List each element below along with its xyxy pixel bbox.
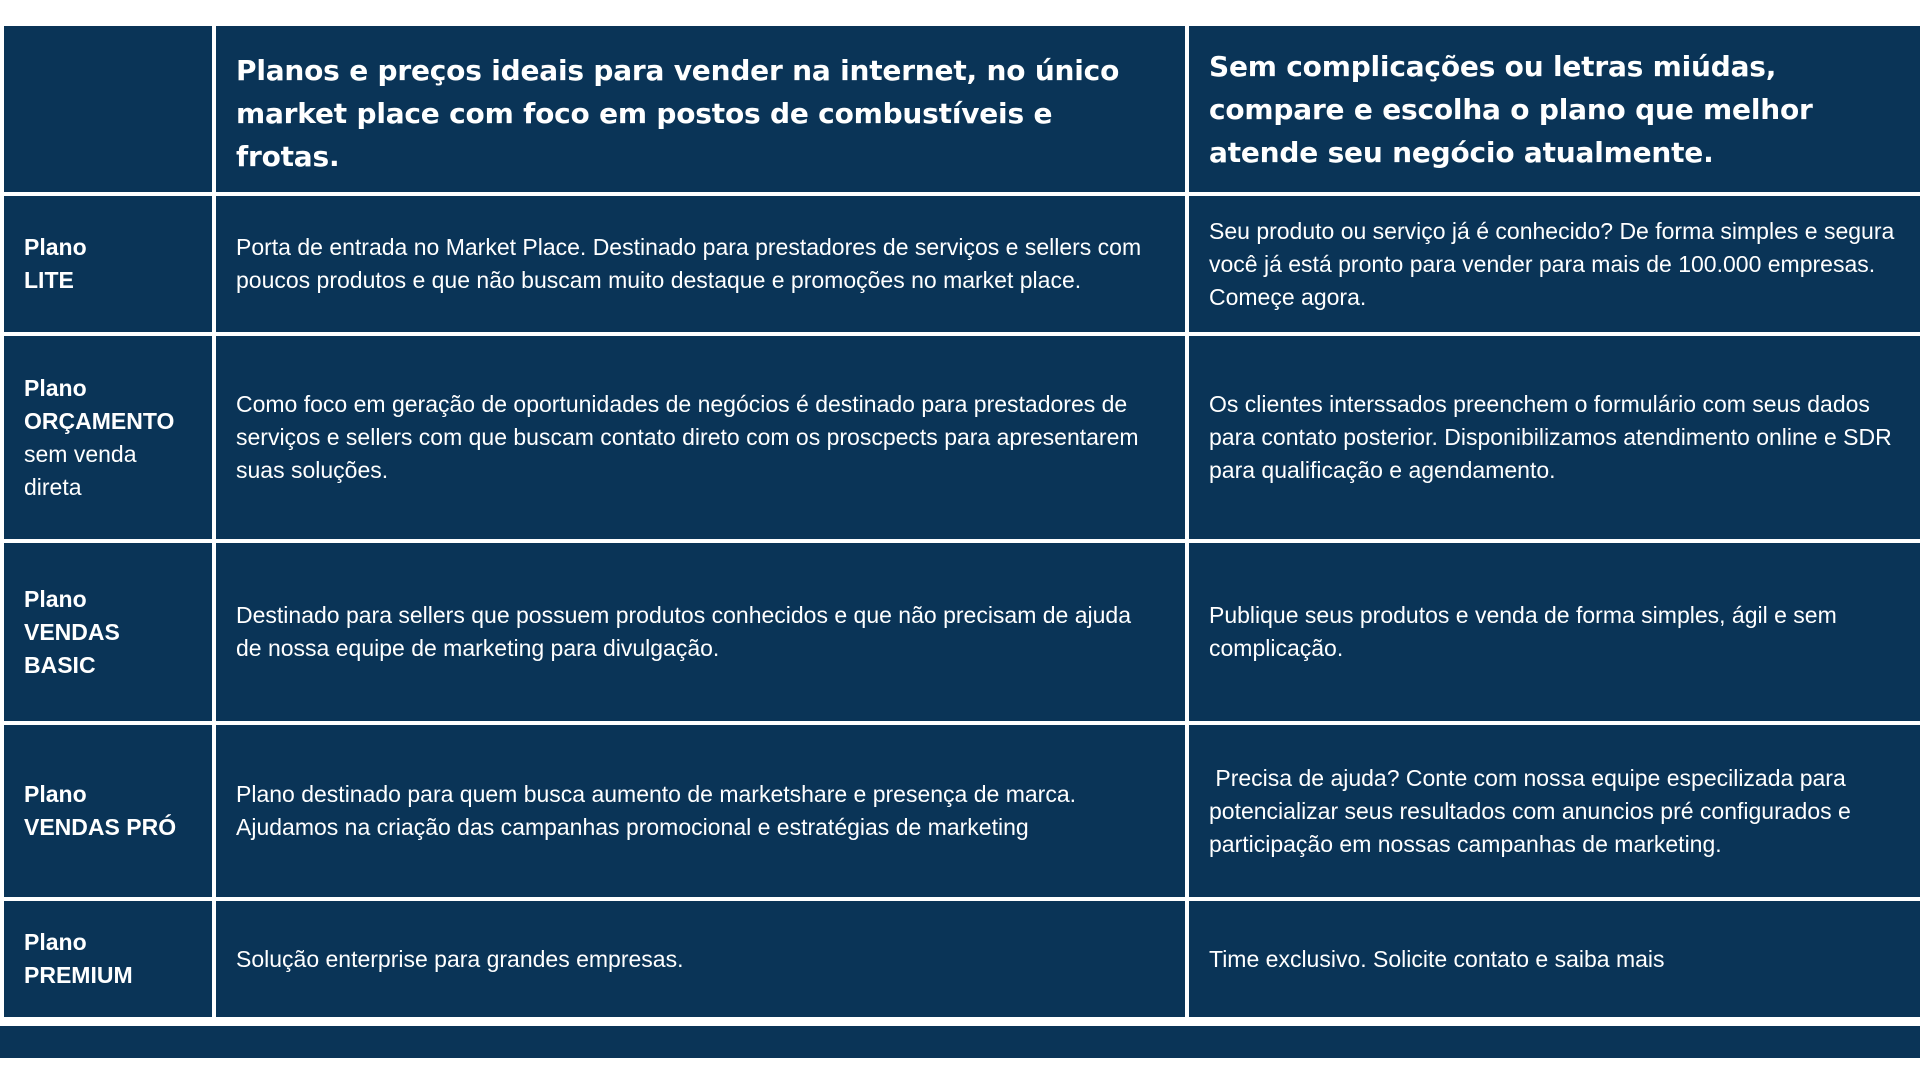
- plan-label-line: direta: [24, 473, 82, 500]
- header-description-title: Planos e preços ideais para vender na internet, no único market place com foco em postos de combustíveis e frotas.: [236, 53, 1120, 173]
- plan-label-cell-lite: [4, 196, 212, 332]
- plan-benefit-cell-premium: [1189, 901, 1920, 1017]
- plan-description-vendas-basic: Destinado para sellers que possuem produtos conhecidos e que não precisam de ajuda de nossa equipe de marketing para divulgação.: [236, 602, 1132, 661]
- plan-label-line: Plano: [24, 374, 87, 401]
- plan-label-premium: [24, 926, 212, 992]
- plan-description-lite: Porta de entrada no Market Place. Destinado para prestadores de serviços e sellers com poucos produtos e que não buscam muito destaque e promoções no market place.: [236, 234, 1142, 293]
- plan-description-cell-orcamento: [216, 336, 1185, 539]
- plan-benefit-orcamento: Os clientes interssados preenchem o formulário com seus dados para contato posterior. Disponibilizamos atendimento online e SDR para qualificação e agendamento.: [1209, 391, 1892, 483]
- plan-label-line: LITE: [24, 267, 74, 293]
- plan-label-vendas-basic: [24, 583, 212, 682]
- plan-label-line: sem venda: [24, 440, 137, 467]
- plan-label-cell-vendas-pro: [4, 725, 212, 897]
- plan-description-cell-lite: [216, 196, 1185, 332]
- plan-benefit-lite: Seu produto ou serviço já é conhecido? De forma simples e segura você já está pronto para vender para mais de 100.000 empresas. Começe agora.: [1209, 217, 1895, 310]
- plan-label-line: VENDAS: [24, 618, 120, 645]
- plan-label-cell-orcamento: [4, 336, 212, 539]
- plan-description-cell-vendas-basic: [216, 543, 1185, 721]
- plan-benefit-cell-orcamento: [1189, 336, 1920, 539]
- footer-bar: [0, 1026, 1920, 1058]
- plan-description-cell-premium: [216, 901, 1185, 1017]
- plan-label-vendas-pro: [24, 778, 212, 844]
- plan-label-cell-vendas-basic: [4, 543, 212, 721]
- plan-label-cell-premium: [4, 901, 212, 1017]
- header-benefit-cell: [1189, 26, 1920, 192]
- plan-description-orcamento: Como foco em geração de oportunidades de negócios é destinado para prestadores de serviços e sellers com que buscam contato direto com os proscpects para apresentarem suas soluções.: [236, 391, 1139, 483]
- header-description-cell: [216, 26, 1185, 192]
- plan-benefit-cell-vendas-pro: [1189, 725, 1920, 897]
- plan-benefit-cell-lite: [1189, 196, 1920, 332]
- plan-benefit-vendas-pro: Precisa de ajuda? Conte com nossa equipe especilizada para potencializar seus resultados com anuncios pré configurados e participação em nossas campanhas de marketing.: [1209, 764, 1858, 857]
- plan-benefit-vendas-basic: Publique seus produtos e venda de forma simples, ágil e sem complicação.: [1209, 602, 1837, 661]
- header-benefit-title: Sem complicações ou letras miúdas, compare e escolha o plano que melhor atende seu negócio atualmente.: [1209, 49, 1813, 169]
- plan-description-vendas-pro: Plano destinado para quem busca aumento de marketshare e presença de marca. Ajudamos na criação das campanhas promocional e estratégias de marketing: [236, 781, 1077, 840]
- plan-benefit-cell-vendas-basic: [1189, 543, 1920, 721]
- plan-label-line: Plano: [24, 234, 87, 260]
- plan-label-lite: [24, 231, 212, 297]
- plan-label-line: Plano: [24, 585, 87, 612]
- header-empty-cell: [4, 26, 212, 192]
- plan-label-line: ORÇAMENTO: [24, 407, 175, 434]
- plan-label-line: Plano: [24, 781, 87, 807]
- plan-description-cell-vendas-pro: [216, 725, 1185, 897]
- plan-benefit-premium: Time exclusivo. Solicite contato e saiba mais: [1209, 945, 1665, 972]
- plans-comparison-table: [0, 26, 1920, 1021]
- plan-label-line: Plano: [24, 929, 87, 955]
- plan-description-premium: Solução enterprise para grandes empresas.: [236, 945, 684, 972]
- plan-label-line: PREMIUM: [24, 962, 133, 988]
- plan-label-line: BASIC: [24, 651, 96, 678]
- plan-label-orcamento: [24, 372, 212, 504]
- plan-label-line: VENDAS PRÓ: [24, 814, 177, 840]
